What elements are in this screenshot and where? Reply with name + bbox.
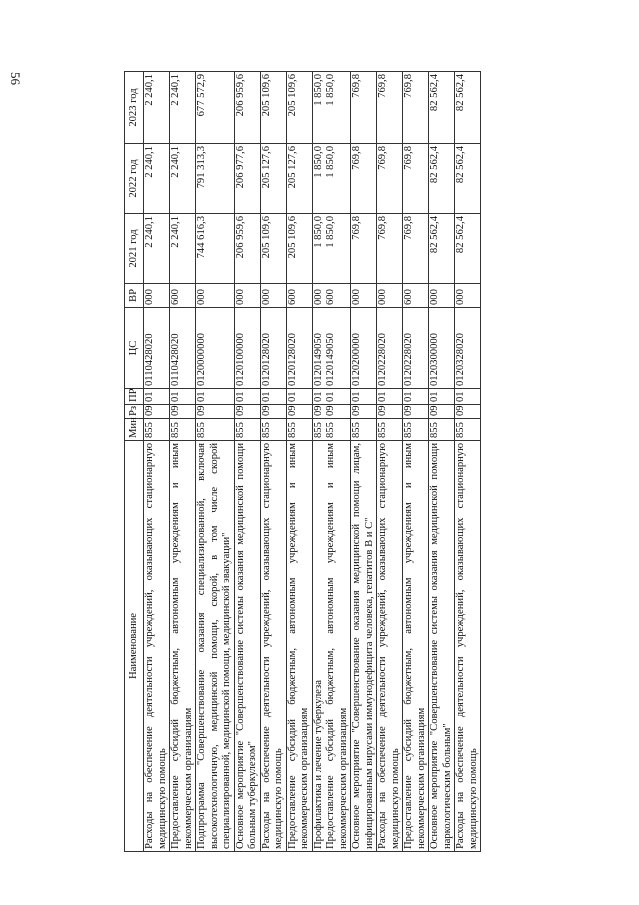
table-row bbox=[377, 72, 403, 852]
row-rz: 09 bbox=[196, 405, 235, 419]
row-2023-part: 1 850,0 bbox=[325, 74, 336, 106]
row-cs: 0120100000 bbox=[234, 308, 260, 389]
row-name: Основное мероприятие "Совершенствование оказания медицинской помощи лицам, инфицированным вирусами иммунодефицита человека, гепатитов B и C" bbox=[351, 441, 377, 852]
row-min: 855 bbox=[260, 419, 286, 441]
table-row bbox=[144, 72, 170, 852]
row-min: 855 bbox=[455, 419, 481, 441]
row-cs: 0110428020 bbox=[144, 308, 170, 389]
row-cs: 0120328020 bbox=[455, 308, 481, 389]
row-2022: 82 562,4 bbox=[455, 144, 481, 214]
row-2022: 769,8 bbox=[403, 144, 429, 214]
row-vr-part: 000 bbox=[312, 289, 324, 305]
row-vr: 000 bbox=[260, 284, 286, 308]
row-rz: 09 bbox=[234, 405, 260, 419]
header-cs: ЦС bbox=[125, 308, 144, 389]
row-2021: 82 562,4 bbox=[455, 214, 481, 284]
row-2022: 205 127,6 bbox=[260, 144, 286, 214]
row-cs: 0120228020 bbox=[403, 308, 429, 389]
row-rz: 09 bbox=[403, 405, 429, 419]
header-pr: ПР bbox=[125, 389, 144, 405]
row-cs-part: 0120149050 bbox=[312, 333, 324, 386]
table-row bbox=[429, 72, 455, 852]
row-2022: 2 240,1 bbox=[170, 144, 196, 214]
row-2023: 205 109,6 bbox=[260, 72, 286, 144]
row-2021: 205 109,6 bbox=[286, 214, 312, 284]
row-2023: 2 240,1 bbox=[170, 72, 196, 144]
row-cs: 0120300000 bbox=[429, 308, 455, 389]
row-name: Расходы на обеспечение деятельности учреждений, оказывающих стационарную медицинскую помощь bbox=[377, 441, 403, 852]
row-rz: 09 bbox=[260, 405, 286, 419]
row-vr: 000 bbox=[429, 284, 455, 308]
row-2021 bbox=[312, 214, 351, 284]
row-2023: 82 562,4 bbox=[455, 72, 481, 144]
row-min: 855 bbox=[196, 419, 235, 441]
row-name: Предоставление субсидий бюджетным, автономным учреждениям и иным некоммерческим организациям bbox=[170, 441, 196, 852]
row-name-part: Профилактика и лечение туберкулеза bbox=[312, 680, 324, 849]
row-name: Основное мероприятие "Совершенствование системы оказания медицинской помощи больным туберкулезом" bbox=[234, 441, 260, 852]
row-vr bbox=[312, 284, 351, 308]
row-pr: 01 bbox=[196, 389, 235, 405]
table-row bbox=[403, 72, 429, 852]
header-name: Наименование bbox=[125, 441, 144, 852]
row-name-part: Предоставление субсидий бюджетным, автономным учреждениям и иным некоммерческим организациям bbox=[325, 443, 349, 849]
row-min-part: 855 bbox=[312, 422, 324, 438]
row-min: 855 bbox=[144, 419, 170, 441]
row-2023: 205 109,6 bbox=[286, 72, 312, 144]
row-2023: 769,8 bbox=[351, 72, 377, 144]
row-rz: 09 bbox=[351, 405, 377, 419]
row-name: Основное мероприятие "Совершенствование системы оказания медицинской помощи наркологическим больным" bbox=[429, 441, 455, 852]
row-rz: 09 bbox=[286, 405, 312, 419]
row-min: 855 bbox=[170, 419, 196, 441]
row-pr: 01 bbox=[403, 389, 429, 405]
table-row bbox=[260, 72, 286, 852]
row-2023: 677 572,9 bbox=[196, 72, 235, 144]
row-name: Расходы на обеспечение деятельности учреждений, оказывающих стационарную медицинскую помощь bbox=[260, 441, 286, 852]
row-name bbox=[312, 441, 351, 852]
row-cs: 0110428020 bbox=[170, 308, 196, 389]
row-2023: 2 240,1 bbox=[144, 72, 170, 144]
row-name: Расходы на обеспечение деятельности учреждений, оказывающих стационарную медицинскую помощь bbox=[144, 441, 170, 852]
row-vr: 000 bbox=[351, 284, 377, 308]
row-pr: 01 bbox=[260, 389, 286, 405]
row-min: 855 bbox=[351, 419, 377, 441]
row-rz: 09 bbox=[377, 405, 403, 419]
row-pr: 01 bbox=[170, 389, 196, 405]
row-rz: 09 bbox=[170, 405, 196, 419]
row-min: 855 bbox=[403, 419, 429, 441]
row-cs: 0120128020 bbox=[286, 308, 312, 389]
row-2022: 769,8 bbox=[351, 144, 377, 214]
row-name: Предоставление субсидий бюджетным, автономным учреждениям и иным некоммерческим организациям bbox=[286, 441, 312, 852]
rotated-document bbox=[124, 72, 635, 852]
row-2021: 769,8 bbox=[403, 214, 429, 284]
row-vr: 600 bbox=[170, 284, 196, 308]
row-pr: 01 bbox=[286, 389, 312, 405]
row-pr: 01 bbox=[377, 389, 403, 405]
row-2023: 206 959,6 bbox=[234, 72, 260, 144]
row-rz-part: 09 bbox=[312, 405, 324, 416]
row-min: 855 bbox=[234, 419, 260, 441]
row-cs-part: 0120149050 bbox=[325, 333, 336, 386]
table-row bbox=[170, 72, 196, 852]
row-2023: 769,8 bbox=[403, 72, 429, 144]
row-cs: 0120228020 bbox=[377, 308, 403, 389]
header-2022: 2022 год bbox=[125, 144, 144, 214]
header-2023: 2023 год bbox=[125, 72, 144, 144]
header-min: Мин bbox=[125, 419, 144, 441]
row-2022: 206 977,6 bbox=[234, 144, 260, 214]
row-2022: 791 313,3 bbox=[196, 144, 235, 214]
row-name: Подпрограмма "Совершенствование оказания специализированной, включая высокотехнологичную, медицинской помощи, скорой, в том числе скорой специализированной, медицинской помощи, медицинской эвакуации" bbox=[196, 441, 235, 852]
table-row-merged bbox=[312, 72, 351, 852]
row-vr: 000 bbox=[377, 284, 403, 308]
row-2021: 2 240,1 bbox=[170, 214, 196, 284]
row-rz bbox=[312, 405, 351, 419]
row-cs: 0120200000 bbox=[351, 308, 377, 389]
row-pr bbox=[312, 389, 351, 405]
row-2022: 205 127,6 bbox=[286, 144, 312, 214]
table-row bbox=[196, 72, 235, 852]
row-2021: 769,8 bbox=[351, 214, 377, 284]
row-vr: 000 bbox=[234, 284, 260, 308]
row-cs bbox=[312, 308, 351, 389]
row-2022: 82 562,4 bbox=[429, 144, 455, 214]
header-2021: 2021 год bbox=[125, 214, 144, 284]
row-2023 bbox=[312, 72, 351, 144]
row-2021: 744 616,3 bbox=[196, 214, 235, 284]
table-row bbox=[351, 72, 377, 852]
row-pr-part: 01 bbox=[312, 391, 324, 402]
row-min-part: 855 bbox=[325, 422, 336, 438]
row-2022-part: 1 850,0 bbox=[325, 146, 336, 178]
row-2021-part: 1 850,0 bbox=[312, 216, 324, 248]
row-pr: 01 bbox=[144, 389, 170, 405]
row-min: 855 bbox=[429, 419, 455, 441]
row-2022 bbox=[312, 144, 351, 214]
row-pr: 01 bbox=[351, 389, 377, 405]
row-min: 855 bbox=[377, 419, 403, 441]
row-rz: 09 bbox=[429, 405, 455, 419]
row-vr: 000 bbox=[455, 284, 481, 308]
row-min: 855 bbox=[286, 419, 312, 441]
page-number: 56 bbox=[8, 72, 23, 85]
table-header-row bbox=[125, 72, 144, 852]
row-2023-part: 1 850,0 bbox=[312, 74, 324, 106]
row-2022: 769,8 bbox=[377, 144, 403, 214]
row-2023: 769,8 bbox=[377, 72, 403, 144]
table-row bbox=[286, 72, 312, 852]
row-2021: 2 240,1 bbox=[144, 214, 170, 284]
header-rz: Рз bbox=[125, 405, 144, 419]
row-vr-part: 600 bbox=[325, 289, 336, 305]
budget-table bbox=[124, 71, 481, 852]
row-vr: 600 bbox=[403, 284, 429, 308]
row-2023: 82 562,4 bbox=[429, 72, 455, 144]
row-2022-part: 1 850,0 bbox=[312, 146, 324, 178]
row-rz-part: 09 bbox=[325, 405, 336, 416]
row-2021-part: 1 850,0 bbox=[325, 216, 336, 248]
row-pr: 01 bbox=[234, 389, 260, 405]
row-pr-part: 01 bbox=[325, 391, 336, 402]
row-2021: 205 109,6 bbox=[260, 214, 286, 284]
row-2021: 206 959,6 bbox=[234, 214, 260, 284]
header-vr: ВР bbox=[125, 284, 144, 308]
table-row bbox=[234, 72, 260, 852]
row-2021: 82 562,4 bbox=[429, 214, 455, 284]
row-rz: 09 bbox=[144, 405, 170, 419]
row-pr: 01 bbox=[429, 389, 455, 405]
row-vr: 000 bbox=[196, 284, 235, 308]
row-vr: 000 bbox=[144, 284, 170, 308]
row-vr: 600 bbox=[286, 284, 312, 308]
row-rz: 09 bbox=[455, 405, 481, 419]
row-name: Расходы на обеспечение деятельности учреждений, оказывающих стационарную медицинскую помощь bbox=[455, 441, 481, 852]
row-cs: 0120128020 bbox=[260, 308, 286, 389]
table-row bbox=[455, 72, 481, 852]
row-name: Предоставление субсидий бюджетным, автономным учреждениям и иным некоммерческим организациям bbox=[403, 441, 429, 852]
row-2021: 769,8 bbox=[377, 214, 403, 284]
row-pr: 01 bbox=[455, 389, 481, 405]
row-cs: 0120000000 bbox=[196, 308, 235, 389]
row-min bbox=[312, 419, 351, 441]
row-2022: 2 240,1 bbox=[144, 144, 170, 214]
